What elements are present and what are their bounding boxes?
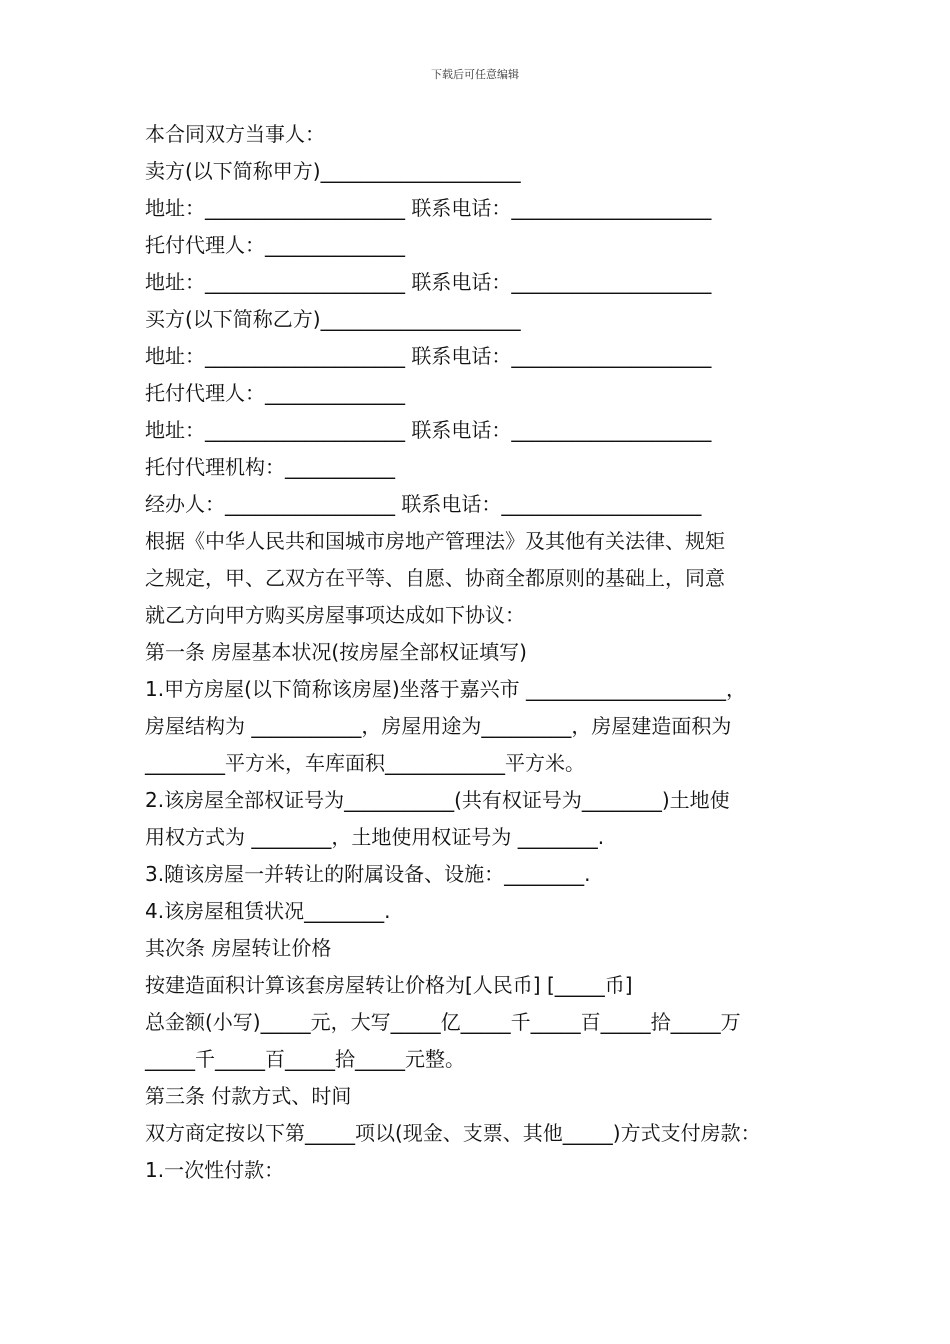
page-header-note: 下载后可任意编辑	[431, 68, 519, 81]
contract-line: 4.该房屋租赁状况________.	[145, 899, 391, 923]
contract-line: _____千_____百_____拾_____元整。	[145, 1047, 465, 1071]
contract-line: ________平方米，车库面积____________平方米。	[145, 751, 585, 775]
contract-line: 双方商定按以下第_____项以(现金、支票、其他_____)方式支付房款：	[145, 1121, 761, 1145]
contract-line: 其次条 房屋转让价格	[145, 936, 332, 960]
contract-line: 1.一次性付款：	[145, 1158, 285, 1182]
contract-line: 买方(以下简称乙方)____________________	[145, 307, 521, 331]
contract-line: 第一条 房屋基本状况(按房屋全部权证填写)	[145, 640, 527, 664]
contract-line: 托付代理人：______________	[145, 381, 405, 405]
contract-line: 第三条 付款方式、时间	[145, 1084, 352, 1108]
contract-line: 之规定，甲、乙双方在平等、自愿、协商全都原则的基础上，同意	[145, 566, 725, 590]
contract-line: 按建造面积计算该套房屋转让价格为[人民币] [_____币]	[145, 973, 633, 997]
contract-line: 卖方(以下简称甲方)____________________	[145, 159, 521, 183]
contract-line: 房屋结构为 ___________，房屋用途为_________，房屋建造面积为	[145, 714, 732, 738]
contract-line: 托付代理人：______________	[145, 233, 405, 257]
contract-line: 地址：____________________ 联系电话：____________________	[145, 196, 712, 220]
contract-line: 经办人：_________________ 联系电话：____________________	[145, 492, 702, 516]
contract-line: 总金额(小写)_____元，大写_____亿_____千_____百_____拾_____万	[145, 1010, 741, 1034]
contract-line: 本合同双方当事人：	[145, 122, 325, 146]
contract-line: 2.该房屋全部权证号为___________(共有权证号为________)土地使	[145, 788, 730, 812]
contract-line: 地址：____________________ 联系电话：____________________	[145, 344, 712, 368]
contract-line: 用权方式为 ________，土地使用权证号为 ________.	[145, 825, 605, 849]
contract-line: 地址：____________________ 联系电话：____________________	[145, 270, 712, 294]
contract-line: 就乙方向甲方购买房屋事项达成如下协议：	[145, 603, 525, 627]
contract-line: 1.甲方房屋(以下简称该房屋)坐落于嘉兴市 ____________________，	[145, 677, 747, 701]
contract-line: 地址：____________________ 联系电话：____________________	[145, 418, 712, 442]
contract-line: 托付代理机构：___________	[145, 455, 395, 479]
contract-line: 3.随该房屋一并转让的附属设备、设施：________.	[145, 862, 591, 886]
contract-body	[145, 116, 825, 1189]
contract-line: 根据《中华人民共和国城市房地产管理法》及其他有关法律、规矩	[145, 529, 725, 553]
